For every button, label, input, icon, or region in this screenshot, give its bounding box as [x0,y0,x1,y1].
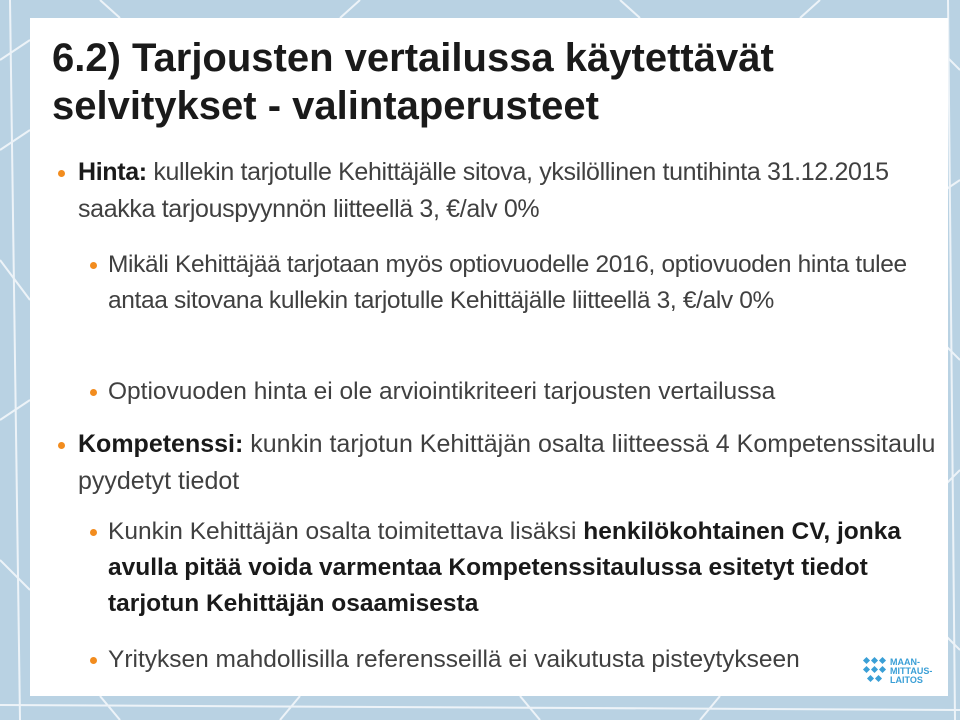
bullet-optio-hinta [108,247,938,319]
bullet-cv-bold: henkilökohtainen CV, jonka avulla pitää voida varmentaa Kompetenssitaulussa esitetyt tiedot tarjotun Kehittäjän osaamisesta [108,518,901,617]
bullet-optio-arviointi-text: Optiovuoden hinta ei ole arviointikriteeri tarjousten vertailussa [108,378,776,405]
maanmittauslaitos-logo-icon [862,654,888,690]
bullet-dot-icon [90,262,97,269]
bullet-hinta-label: Hinta: [78,158,147,186]
bullet-dot-icon [58,442,65,449]
bullet-optio-hinta-text: Mikäli Kehittäjää tarjotaan myös optiovuodelle 2016, optiovuoden hinta tulee antaa sitovana kullekin tarjotulle Kehittäjälle liitteellä 3, €/alv 0% [108,251,907,314]
bullet-dot-icon [90,389,97,396]
bullet-cv-text: Kunkin Kehittäjän osalta toimitettava lisäksi [108,518,584,545]
bullet-kompetenssi-label: Kompetenssi: [78,430,244,458]
bullet-hinta [78,154,938,228]
maanmittauslaitos-logo [862,652,946,696]
bullet-dot-icon [58,170,65,177]
title-line-1: 6.2) Tarjousten vertailussa käytettävät [52,36,774,80]
bullet-referenssi [108,642,938,678]
title-line-2: selvitykset - valintaperusteet [52,84,599,128]
bullet-kompetenssi [78,426,938,500]
slide-title [52,34,774,130]
bullet-kompetenssi-text: kunkin tarjotun Kehittäjän osalta liitteessä 4 Kompetenssitaulu pyydetyt tiedot [78,430,936,495]
bullet-cv [108,514,938,622]
logo-text: MAAN- MITTAUS- LAITOS [890,657,933,685]
bullet-referenssi-text: Yrityksen mahdollisilla referensseillä ei vaikutusta pisteytykseen [108,646,800,673]
bullet-optio-arviointi [108,374,938,410]
bullet-hinta-text: kullekin tarjotulle Kehittäjälle sitova, yksilöllinen tuntihinta 31.12.2015 saakka tarjouspyynnön liitteellä 3, €/alv 0% [78,158,889,223]
slide [30,18,948,696]
bullet-dot-icon [90,657,97,664]
bullet-dot-icon [90,529,97,536]
